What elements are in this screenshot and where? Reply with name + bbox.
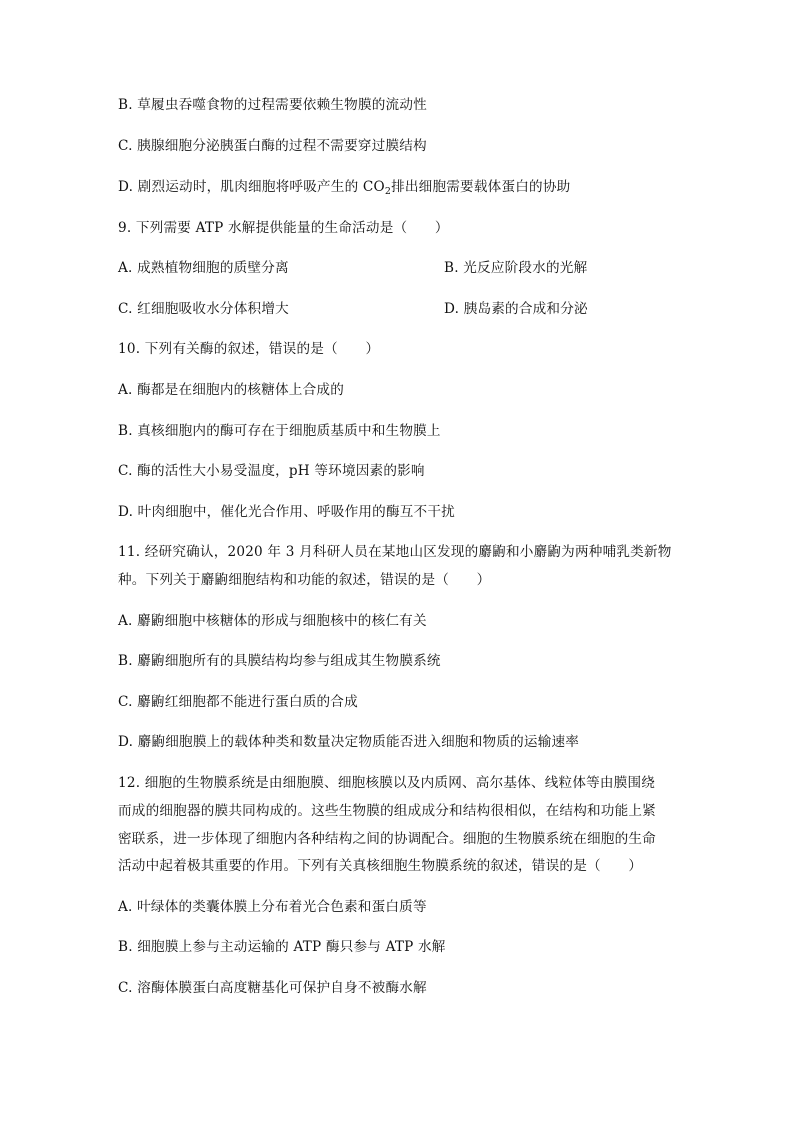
q8-option-b — [118, 95, 427, 115]
subscript: 2 — [384, 186, 392, 197]
option-text: 成熟植物细胞的质壁分离 — [137, 260, 289, 276]
option-letter: D. — [118, 734, 134, 750]
q8-option-d — [118, 177, 570, 202]
q8-option-c — [118, 136, 427, 156]
q9-option-b — [444, 258, 587, 278]
q11-stem-line-2: 种。下列关于麝鼩细胞结构和功能的叙述，错误的是（ ） — [118, 572, 491, 588]
q9-option-a — [118, 258, 289, 278]
option-letter: A. — [118, 613, 133, 629]
q9-option-d — [444, 299, 588, 319]
option-text: 麝鼩细胞所有的具膜结构均参与组成其生物膜系统 — [137, 653, 441, 669]
option-letter: A. — [118, 899, 133, 915]
q12-stem-line-2: 而成的细胞器的膜共同构成的。这些生物膜的组成成分和结构很相似，在结构和功能上紧 — [118, 803, 656, 819]
q12-option-b — [118, 937, 446, 957]
option-text: 草履虫吞噬食物的过程需要依赖生物膜的流动性 — [137, 97, 427, 113]
q9-stem: 9. 下列需要 ATP 水解提供能量的生命活动是（ ） — [118, 220, 449, 236]
q10-stem: 10. 下列有关酶的叙述，错误的是（ ） — [118, 341, 380, 357]
q11-option-d — [118, 732, 579, 752]
q12-stem-line-3: 密联系，进一步体现了细胞内各种结构之间的协调配合。细胞的生物膜系统在细胞的生命 — [118, 831, 656, 847]
q10-option-c — [118, 461, 425, 481]
option-text: 真核细胞内的酶可存在于细胞质基质中和生物膜上 — [137, 423, 441, 439]
option-text: 麝鼩红细胞都不能进行蛋白质的合成 — [137, 694, 358, 710]
q10-option-b — [118, 421, 441, 441]
q11-stem-line-1: 11. 经研究确认，2020 年 3 月科研人员在某地山区发现的麝鼩和小麝鼩为两种哺乳类新物 — [118, 544, 672, 560]
option-text: 胰岛素的合成和分泌 — [463, 301, 588, 317]
option-text: 麝鼩细胞中核糖体的形成与细胞核中的核仁有关 — [137, 613, 427, 629]
option-text: 酶的活性大小易受温度，pH 等环境因素的影响 — [137, 463, 425, 479]
q10-option-d — [118, 502, 455, 522]
option-text: 酶都是在细胞内的核糖体上合成的 — [137, 382, 344, 398]
option-text: 细胞膜上参与主动运输的 ATP 酶只参与 ATP 水解 — [137, 939, 446, 955]
option-letter: C. — [118, 138, 133, 154]
q11-option-c — [118, 692, 358, 712]
q9-option-c — [118, 299, 289, 319]
q12-option-c — [118, 978, 427, 998]
option-text: 叶肉细胞中，催化光合作用、呼吸作用的酶互不干扰 — [137, 504, 455, 520]
option-letter: D. — [118, 504, 134, 520]
q11-option-b — [118, 651, 441, 671]
option-letter: B. — [444, 260, 459, 276]
option-letter: C. — [118, 301, 133, 317]
option-text-before: 剧烈运动时，肌肉细胞将呼吸产生的 CO — [137, 179, 385, 195]
option-text: 光反应阶段水的光解 — [463, 260, 588, 276]
option-text-after: 排出细胞需要载体蛋白的协助 — [391, 179, 571, 195]
q11-option-a — [118, 611, 427, 631]
q10-option-a — [118, 380, 344, 400]
option-text: 叶绿体的类囊体膜上分布着光合色素和蛋白质等 — [137, 899, 427, 915]
q12-option-a — [118, 897, 427, 917]
q12-stem-line-1: 12. 细胞的生物膜系统是由细胞膜、细胞核膜以及内质网、高尔基体、线粒体等由膜围绕 — [118, 775, 656, 791]
option-letter: A. — [118, 260, 133, 276]
option-text: 溶酶体膜蛋白高度糖基化可保护自身不被酶水解 — [137, 980, 427, 996]
option-letter: A. — [118, 382, 133, 398]
option-letter: B. — [118, 423, 133, 439]
option-text: 红细胞吸收水分体积增大 — [137, 301, 289, 317]
option-letter: C. — [118, 980, 133, 996]
option-letter: C. — [118, 694, 133, 710]
option-letter: D. — [118, 179, 134, 195]
option-text: 麝鼩细胞膜上的载体种类和数量决定物质能否进入细胞和物质的运输速率 — [137, 734, 580, 750]
option-text: 胰腺细胞分泌胰蛋白酶的过程不需要穿过膜结构 — [137, 138, 427, 154]
option-letter: B. — [118, 939, 133, 955]
option-letter: B. — [118, 97, 133, 113]
option-letter: D. — [444, 301, 460, 317]
option-letter: C. — [118, 463, 133, 479]
option-letter: B. — [118, 653, 133, 669]
q12-stem-line-4: 活动中起着极其重要的作用。下列有关真核细胞生物膜系统的叙述，错误的是（ ） — [118, 858, 643, 874]
